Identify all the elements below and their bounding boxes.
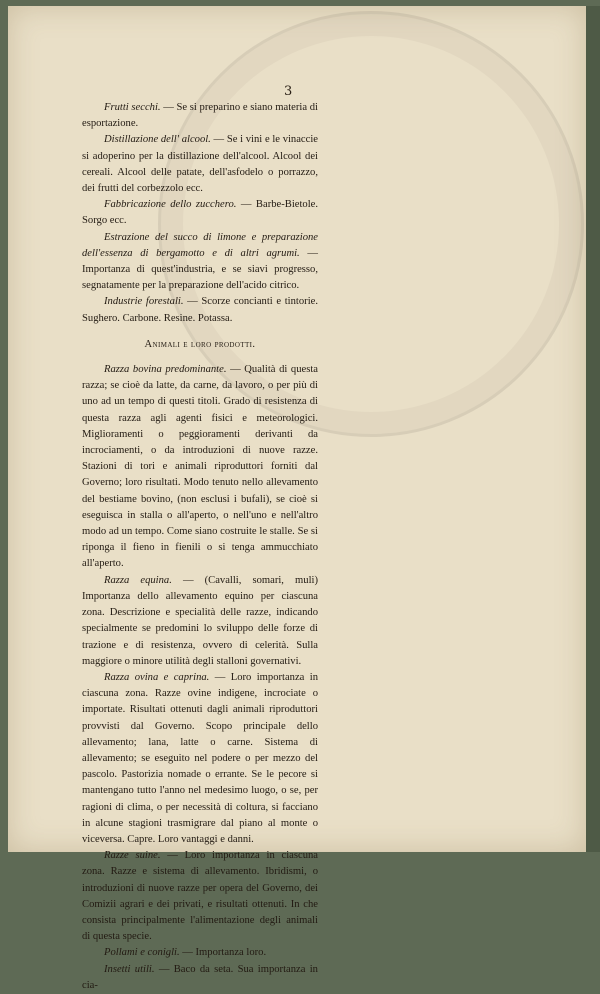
page-number: 3 bbox=[284, 84, 293, 99]
paragraph bbox=[82, 945, 318, 961]
paragraph bbox=[82, 197, 318, 229]
paragraph-lead: Pollami e conigli. bbox=[104, 947, 180, 959]
paragraphs-bottom bbox=[82, 362, 318, 994]
scan-edge bbox=[586, 6, 600, 852]
body-text bbox=[82, 100, 318, 994]
paragraphs-top bbox=[82, 100, 318, 327]
paragraph-text: — Importanza di quest'industria, e se siavi progresso, segnatamente per la preparazione dell'acido citrico. bbox=[82, 247, 318, 292]
paragraph-text: — Se si preparino e siano materia di esportazione. bbox=[82, 102, 318, 130]
paragraph bbox=[82, 100, 318, 132]
paragraph bbox=[82, 132, 318, 197]
paragraph bbox=[82, 230, 318, 295]
paragraph bbox=[82, 848, 318, 945]
paragraph bbox=[82, 362, 318, 573]
paragraph-lead: Distillazione dell' alcool. bbox=[104, 134, 211, 146]
paragraph bbox=[82, 962, 318, 994]
section-heading: Animali e loro prodotti. bbox=[144, 338, 256, 350]
paragraph bbox=[82, 294, 318, 326]
paragraph-lead: Razza equina. bbox=[104, 574, 172, 586]
paragraph-text: — Barbe-Bietole. Sorgo ecc. bbox=[82, 199, 318, 227]
paragraph-lead: Fabbricazione dello zucchero. bbox=[104, 199, 237, 211]
paragraph-lead: Razza bovina predominante. bbox=[104, 364, 227, 376]
paragraph-text: — Loro importanza in ciascuna zona. Razze e sistema di allevamento. Ibridismi, o introduzioni di nuove razze per opera del Governo, dei Comizii agrari e dei privati, e risultati ottenuti. In che consista principalmente l'alimentazione degli animali di questa specie. bbox=[82, 850, 318, 943]
paragraph-text: — Baco da seta. Sua importanza in cia- bbox=[82, 963, 318, 991]
paragraph-text: — Qualità di questa razza; se cioè da latte, da carne, da lavoro, o per più di uno ad un tempo di questi titoli. Grado di resistenza di questa razza agli agenti fisici e meteorologici. Miglioramenti o peggioramenti derivanti da incrociamenti, o da introduzioni di nuove razze. Stazioni di tori e animali riproduttori forniti dal Governo; loro risultati. Modo tenuto nello allevamento del bestiame bovino, (non esclusi i bufali), se cioè si eseguisca in stalla o all'aperto, o nell'uno e nell'altro modo ad un tempo. Come siano costruite le stalle. Se si riponga il fieno in fienili o si tenga ammucchiato all'aperto. bbox=[82, 364, 318, 570]
paragraph-lead: Estrazione del succo di limone e preparazione dell'essenza di bergamotto e di altri agrumi. bbox=[82, 231, 318, 259]
paragraph-text: — (Cavalli, somari, muli) Importanza dello allevamento equino per ciascuna zona. Descrizione e specialità delle razze, indicando specialmente se predomini lo sviluppo delle forze di trazione e di resistenza, ovvero di celerità. Sulla maggiore o minore utilità degli stalloni governativi. bbox=[82, 574, 318, 667]
document-page bbox=[8, 6, 586, 991]
paragraph-text: — Importanza loro. bbox=[179, 947, 267, 959]
paragraph-text: — Loro importanza in ciascuna zona. Razze ovine indigene, incrociate o importate. Risultati ottenuti dagli animali riproduttori provvisti dal Governo. Scopo principale dello allevamento; lana, latte o carne. Sistema di allevamento; se eseguito nel podere o per mezzo del pascolo. Pastorizia nomade o errante. Se le pecore si mantengano tutto l'anno nel medesimo luogo, o se, per ragioni di clima, o per necessità di coltura, si facciano in alcune stagioni trasmigrare dal piano al monte o viceversa. Capre. Loro vantaggi e danni. bbox=[82, 671, 318, 845]
paragraph-text: — Scorze concianti e tintorie. Sughero. Carbone. Resine. Potassa. bbox=[82, 296, 318, 324]
paragraph bbox=[82, 573, 318, 670]
paragraph-text: — Se i vini e le vinaccie si adoperino per la distillazione dell'alcool. Alcool dei cereali. Alcool delle patate, dell'asfodelo o porrazzo, dei frutti del corbezzolo ecc. bbox=[82, 134, 318, 195]
paragraph bbox=[82, 670, 318, 848]
paragraph-lead: Razza ovina e caprina. bbox=[104, 671, 210, 683]
paragraph-lead: Industrie forestali. bbox=[104, 296, 184, 308]
paragraph-lead: Razze suine. bbox=[104, 850, 161, 862]
paragraph-lead: Frutti secchi. bbox=[104, 102, 161, 113]
paragraph-lead: Insetti utili. bbox=[104, 963, 155, 975]
